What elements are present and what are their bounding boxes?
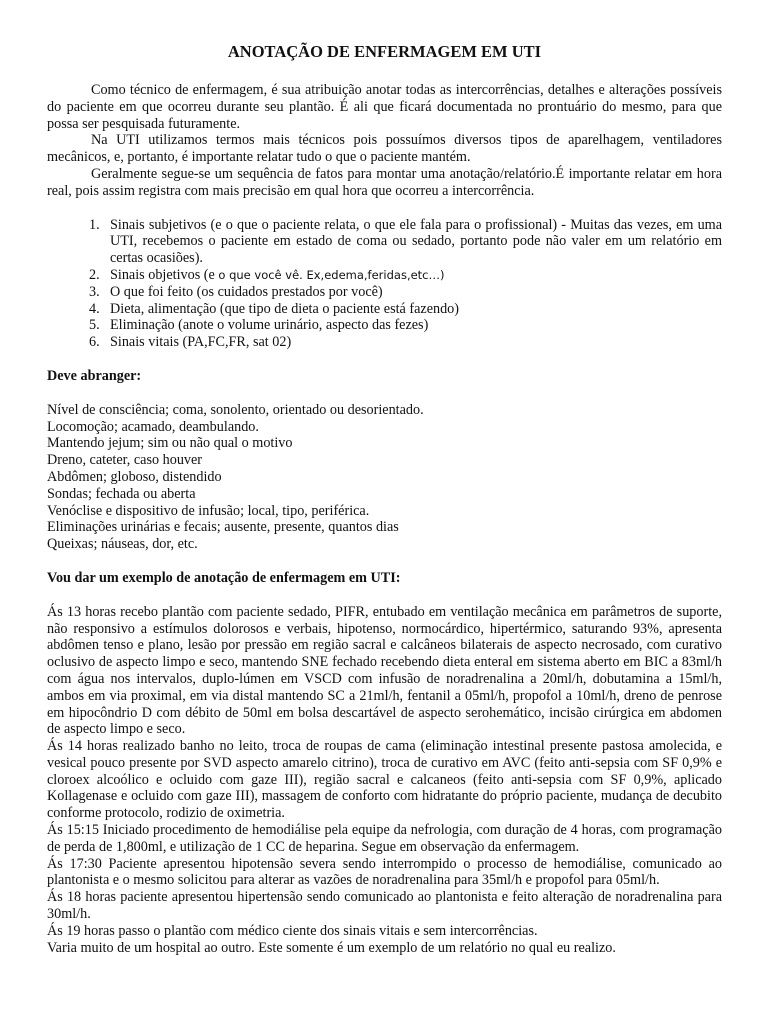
list-item [90,217,722,267]
list-item-text: Eliminação (anote o volume urinário, aspecto das fezes) [110,317,429,334]
list-number: 3. [89,283,100,300]
scope-item: Locomoção; acamado, deambulando. [47,418,259,435]
list-item [90,317,722,334]
example-paragraph: Varia muito de um hospital ao outro. Este somente é um exemplo de um relatório no qual eu realizo. [47,939,616,956]
numbered-list [47,217,722,351]
example-paragraph: Ás 17:30 Paciente apresentou hipotensão severa sendo interrompido o processo de hemodiálise, comunicado ao plantonista e o mesmo solicitou para alterar as vazões de noradrenalina para 35ml/h e propofol para 05ml/h. [47,855,722,889]
list-number: 1. [89,216,100,233]
example-paragraph: Ás 13 horas recebo plantão com paciente sedado, PIFR, entubado em ventilação mecânica em parâmetros de suporte, não responsivo a estímulos dolorosos e verbais, hipotenso, normocárdico, hipertérmico, saturando 93%, apresenta abdômen tenso e plano, lesão por pressão em região sacral e calcâneos bilaterais de aspecto necrosado, com curativo oclusivo de aspecto limpo e seco, mantendo SNE fechado recebendo dieta enteral em sistema aberto em BIC a 83ml/h com água nos intervalos, duplo-lúmen em VSCD com infusão de noradrenalina a 20ml/h, dobutamina a 15ml/h, ambos em via proximal, em via distal mantendo SC a 21ml/h, fentanil a 05ml/h, propofol a 10ml/h, dreno de penrose em hipocôndrio D com débito de 50ml em bolsa descartável de aspecto serohemático, incisão cirúrgica em abdomen de aspecto limpo e seco. [47,603,722,738]
example-paragraph: Ás 15:15 Iniciado procedimento de hemodiálise pela equipe da nefrologia, com duração de 4 horas, com programação de perda de 1,800ml, e utilização de 1 CC de heparina. Segue em observação da enfermagem. [47,822,722,855]
list-item [90,334,722,351]
intro-paragraph: Geralmente segue-se um sequência de fatos para montar uma anotação/relatório.É importante relatar em hora real, pois assim registra com mais precisão em qual hora que ocorreu a intercorrência. [47,165,722,199]
list-number: 5. [89,317,100,334]
list-number: 6. [89,334,100,351]
list-number: 2. [89,266,100,283]
scope-item: Abdômen; globoso, distendido [47,468,222,485]
example-paragraph: Ás 18 horas paciente apresentou hipertensão sendo comunicado ao plantonista e feito alteração de noradrenalina para 30ml/h. [47,889,722,923]
scope-heading: Deve abranger: [47,367,142,384]
scope-item: Nível de consciência; coma, sonolento, orientado ou desorientado. [47,401,424,418]
list-number: 4. [89,300,100,317]
list-item-text-handwritten: o que você vê. Ex,edema,feridas,etc…) [218,267,445,282]
document-title: ANOTAÇÃO DE ENFERMAGEM EM UTI [227,42,542,61]
scope-item: Mantendo jejum; sim ou não qual o motivo [47,435,293,452]
list-item [90,267,722,284]
list-item-text: Dieta, alimentação (que tipo de dieta o paciente está fazendo) [110,300,460,317]
scope-item: Eliminações urinárias e fecais; ausente, presente, quantos dias [47,519,399,536]
intro-section [47,82,722,200]
list-item [90,284,722,301]
scope-item: Venóclise e dispositivo de infusão; local, tipo, periférica. [47,502,370,519]
scope-item: Queixas; náuseas, dor, etc. [47,536,198,553]
intro-paragraph: Na UTI utilizamos termos mais técnicos pois possuímos diversos tipos de aparelhagem, ventiladores mecânicos, e, portanto, é importante relatar tudo o que o paciente mantém. [47,132,722,166]
list-item-text: Sinais objetivos (e [110,266,219,283]
scope-list [47,402,722,553]
list-item-text: O que foi feito (os cuidados prestados por você) [110,283,383,300]
intro-paragraph: Como técnico de enfermagem, é sua atribuição anotar todas as intercorrências, detalhes e alterações possíveis do paciente em que ocorreu durante seu plantão. É ali que ficará documentada no prontuário do mesmo, para que possa ser pesquisada futuramente. [47,82,722,132]
example-paragraph: Ás 14 horas realizado banho no leito, troca de roupas de cama (eliminação intestinal presente pastosa amolecida, e vesical pouco presente por SVD aspecto amarelo citrino), troca de curativo em AVC (feito anti-sepsia com SF 0,9% e cloroex alcoólico e ocluido com gaze III), região sacral e calcaneos (feito anti-sepsia com SF 0,9%, aplicado Kollagenase e ocluido com gaze III), massagem de conforto com hidratante do próprio paciente, mudança de decubito conforme protocolo, rodizio de oximetria. [47,738,722,822]
list-item-text: Sinais vitais (PA,FC,FR, sat 02) [110,334,292,351]
scope-item: Dreno, cateter, caso houver [47,452,203,469]
example-paragraph: Ás 19 horas passo o plantão com médico ciente dos sinais vitais e sem intercorrências. [47,922,538,939]
example-heading: Vou dar um exemplo de anotação de enfermagem em UTI: [47,569,401,586]
example-section [47,604,722,957]
scope-item: Sondas; fechada ou aberta [47,485,196,502]
list-item [90,301,722,318]
list-item-text: Sinais subjetivos (e o que o paciente relata, o que ele fala para o profissional) - Muitas das vezes, em uma UTI, recebemos o paciente em estado de coma ou sedado, portanto pode não valer em um relatório em certas ocasiões). [110,216,722,267]
